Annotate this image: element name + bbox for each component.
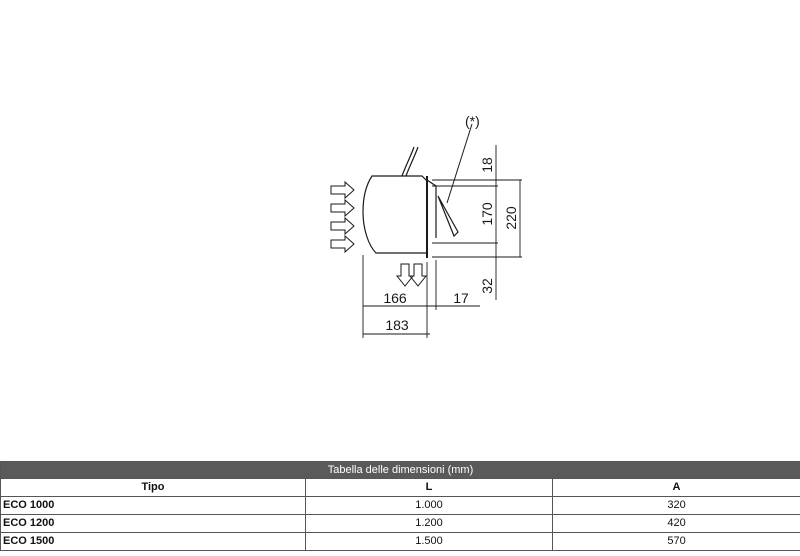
cell-l: 1.000 xyxy=(306,497,553,515)
air-outlet-arrows xyxy=(397,264,426,286)
cell-a: 420 xyxy=(553,515,800,533)
dim-depth-body: 166 xyxy=(383,290,407,306)
cell-a: 320 xyxy=(553,497,800,515)
table-title-row xyxy=(1,462,800,479)
note-marker-label: (*) xyxy=(465,113,480,129)
cell-tipo: ECO 1200 xyxy=(1,515,306,533)
cell-a: 570 xyxy=(553,533,800,551)
arrow-icon xyxy=(331,218,354,234)
cell-tipo: ECO 1000 xyxy=(1,497,306,515)
dim-depth-total: 183 xyxy=(385,317,409,333)
table-header-row xyxy=(1,479,800,497)
cell-tipo: ECO 1500 xyxy=(1,533,306,551)
dim-top-gap: 18 xyxy=(479,157,495,173)
arrow-icon xyxy=(331,200,354,216)
arrow-icon xyxy=(331,182,354,198)
arrow-down-icon xyxy=(397,264,413,286)
dim-height-total: 220 xyxy=(503,206,519,230)
arrow-down-icon xyxy=(410,264,426,286)
cell-l: 1.500 xyxy=(306,533,553,551)
table-row xyxy=(1,515,800,533)
louver-deflector xyxy=(427,180,436,238)
header-a: A xyxy=(553,479,800,497)
air-intake-arrows xyxy=(331,182,354,252)
arrow-icon xyxy=(331,236,354,252)
dimensions-table xyxy=(0,461,800,551)
dim-height-inner: 170 xyxy=(479,202,495,226)
table-row xyxy=(1,497,800,515)
table-row xyxy=(1,533,800,551)
header-l: L xyxy=(306,479,553,497)
table-title: Tabella delle dimensioni (mm) xyxy=(1,462,800,479)
unit-body-outline xyxy=(363,176,427,253)
note-leader-line xyxy=(447,124,472,203)
header-tipo: Tipo xyxy=(1,479,306,497)
cell-l: 1.200 xyxy=(306,515,553,533)
dim-bottom-gap: 32 xyxy=(479,278,495,294)
louver-flap xyxy=(438,196,458,236)
dim-depth-offset: 17 xyxy=(453,290,469,306)
